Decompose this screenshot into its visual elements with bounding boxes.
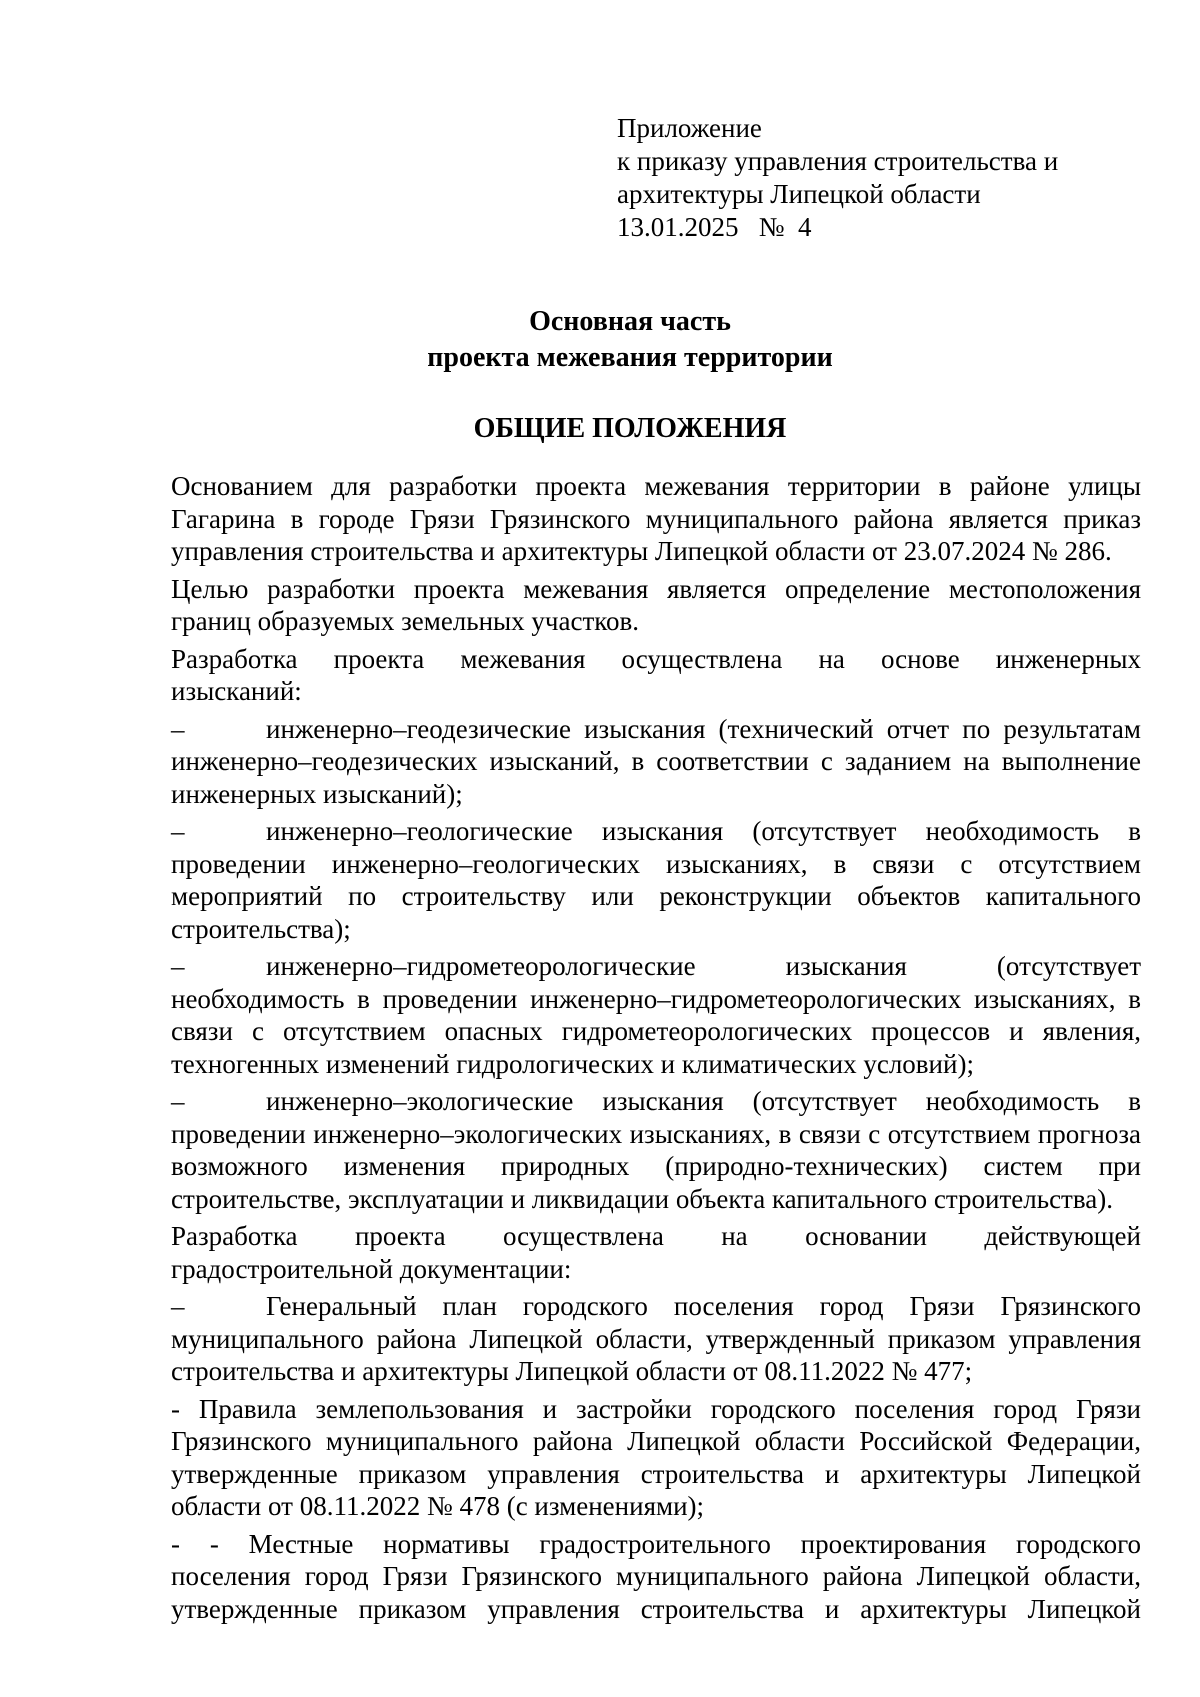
paragraph-goal bbox=[116, 573, 1141, 638]
paragraph-line: Разработка проекта осуществлена на основании действующей bbox=[171, 1221, 1141, 1251]
paragraph-line bbox=[116, 713, 1141, 746]
paragraph-line: Разработка проекта межевания осуществлена на основе инженерных bbox=[171, 643, 1141, 674]
appendix-line-2: к приказу управления строительства и bbox=[617, 146, 1059, 176]
title-line-1: Основная часть bbox=[529, 306, 731, 337]
paragraph-line: границ образуемых земельных участков. bbox=[171, 606, 640, 636]
paragraph-line: возможного изменения природных (природно-технических) систем при bbox=[171, 1151, 1141, 1181]
paragraph-line: изысканий: bbox=[171, 676, 302, 706]
paragraph-line bbox=[116, 1085, 1141, 1118]
paragraph-line: управления строительства и архитектуры Липецкой области от 23.07.2024 № 286. bbox=[171, 536, 1112, 566]
paragraph-line bbox=[116, 815, 1141, 848]
list-item-general-plan bbox=[116, 1290, 1141, 1388]
paragraph-line: Грязинского муниципального района Липецкой области Российской Федерации, bbox=[171, 1426, 1141, 1456]
paragraph-line: Целью разработки проекта межевания является определение местоположения bbox=[171, 573, 1141, 604]
section-title: ОБЩИЕ ПОЛОЖЕНИЯ bbox=[473, 413, 787, 444]
paragraph-line: техногенных изменений гидрологических и климатических условий); bbox=[171, 1048, 974, 1079]
paragraph-line: поселения город Грязи Грязинского муниципального района Липецкой области, bbox=[171, 1561, 1141, 1591]
list-item-text: инженерно–геодезические изыскания (технический отчет по результатам bbox=[266, 713, 1141, 744]
paragraph-line: строительстве, эксплуатации и ликвидации объекта капитального строительства). bbox=[171, 1183, 1113, 1214]
list-item-geodetic bbox=[116, 713, 1141, 811]
list-item-text: инженерно–экологические изыскания (отсутствует необходимость в bbox=[266, 1086, 1141, 1116]
list-dash: – bbox=[171, 816, 185, 846]
paragraph-line: - - Местные нормативы градостроительного проектирования городского bbox=[171, 1528, 1141, 1559]
document-body bbox=[116, 470, 1141, 1630]
list-item-hydrometeorological bbox=[116, 950, 1141, 1080]
paragraph-line: утвержденные приказом управления строительства и архитектуры Липецкой bbox=[171, 1593, 1141, 1624]
appendix-line-1: Приложение bbox=[617, 113, 762, 143]
list-item-local-standards bbox=[116, 1528, 1141, 1626]
list-dash: – bbox=[171, 1086, 185, 1116]
paragraph-line: инженерных изысканий); bbox=[171, 778, 463, 809]
paragraph-line: мероприятий по строительству или реконструкции объектов капитального bbox=[171, 881, 1141, 911]
document-title bbox=[0, 304, 1200, 376]
paragraph-line: инженерно–геодезических изысканий, в соответствии с заданием на выполнение bbox=[171, 746, 1141, 776]
list-item-land-use-rules bbox=[116, 1393, 1141, 1523]
paragraph-line: проведении инженерно–геологических изысканиях, в связи с отсутствием bbox=[171, 848, 1141, 879]
appendix-line-4: 13.01.2025 № 4 bbox=[617, 212, 812, 242]
list-item-geological bbox=[116, 815, 1141, 945]
paragraph-surveys-intro bbox=[116, 643, 1141, 708]
list-dash: – bbox=[171, 1291, 185, 1321]
paragraph-documentation-intro bbox=[116, 1220, 1141, 1285]
list-dash: – bbox=[171, 951, 185, 981]
list-item-text: инженерно–геологические изыскания (отсутствует необходимость в bbox=[266, 816, 1141, 846]
list-item-text: Генеральный план городского поселения город Грязи Грязинского bbox=[266, 1291, 1141, 1321]
list-item-ecological bbox=[116, 1085, 1141, 1215]
paragraph-line: строительства); bbox=[171, 913, 351, 944]
appendix-header bbox=[617, 112, 1058, 244]
paragraph-line: Основанием для разработки проекта межевания территории в районе улицы bbox=[171, 471, 1141, 501]
paragraph-line bbox=[116, 950, 1141, 983]
list-dash: – bbox=[171, 713, 185, 744]
paragraph-line: утвержденные приказом управления строительства и архитектуры Липецкой bbox=[171, 1458, 1141, 1489]
paragraph-basis bbox=[116, 470, 1141, 568]
paragraph-line: необходимость в проведении инженерно–гидрометеорологических изысканиях, в bbox=[171, 983, 1141, 1014]
paragraph-line: области от 08.11.2022 № 478 (с изменениями); bbox=[171, 1491, 705, 1521]
paragraph-line: градостроительной документации: bbox=[171, 1253, 572, 1284]
paragraph-line bbox=[116, 1290, 1141, 1323]
title-line-2: проекта межевания территории bbox=[427, 342, 833, 373]
list-item-text: инженерно–гидрометеорологические изыскания (отсутствует bbox=[266, 951, 1141, 981]
paragraph-line: - Правила землепользования и застройки городского поселения город Грязи bbox=[171, 1393, 1141, 1424]
paragraph-line: муниципального района Липецкой области, утвержденный приказом управления bbox=[171, 1323, 1141, 1354]
paragraph-line: связи с отсутствием опасных гидрометеорологических процессов и явления, bbox=[171, 1016, 1141, 1046]
paragraph-line: строительства и архитектуры Липецкой области от 08.11.2022 № 477; bbox=[171, 1356, 973, 1386]
paragraph-line: Гагарина в городе Грязи Грязинского муниципального района является приказ bbox=[171, 503, 1141, 534]
paragraph-line: проведении инженерно–экологических изысканиях, в связи с отсутствием прогноза bbox=[171, 1118, 1141, 1149]
appendix-line-3: архитектуры Липецкой области bbox=[617, 179, 981, 209]
